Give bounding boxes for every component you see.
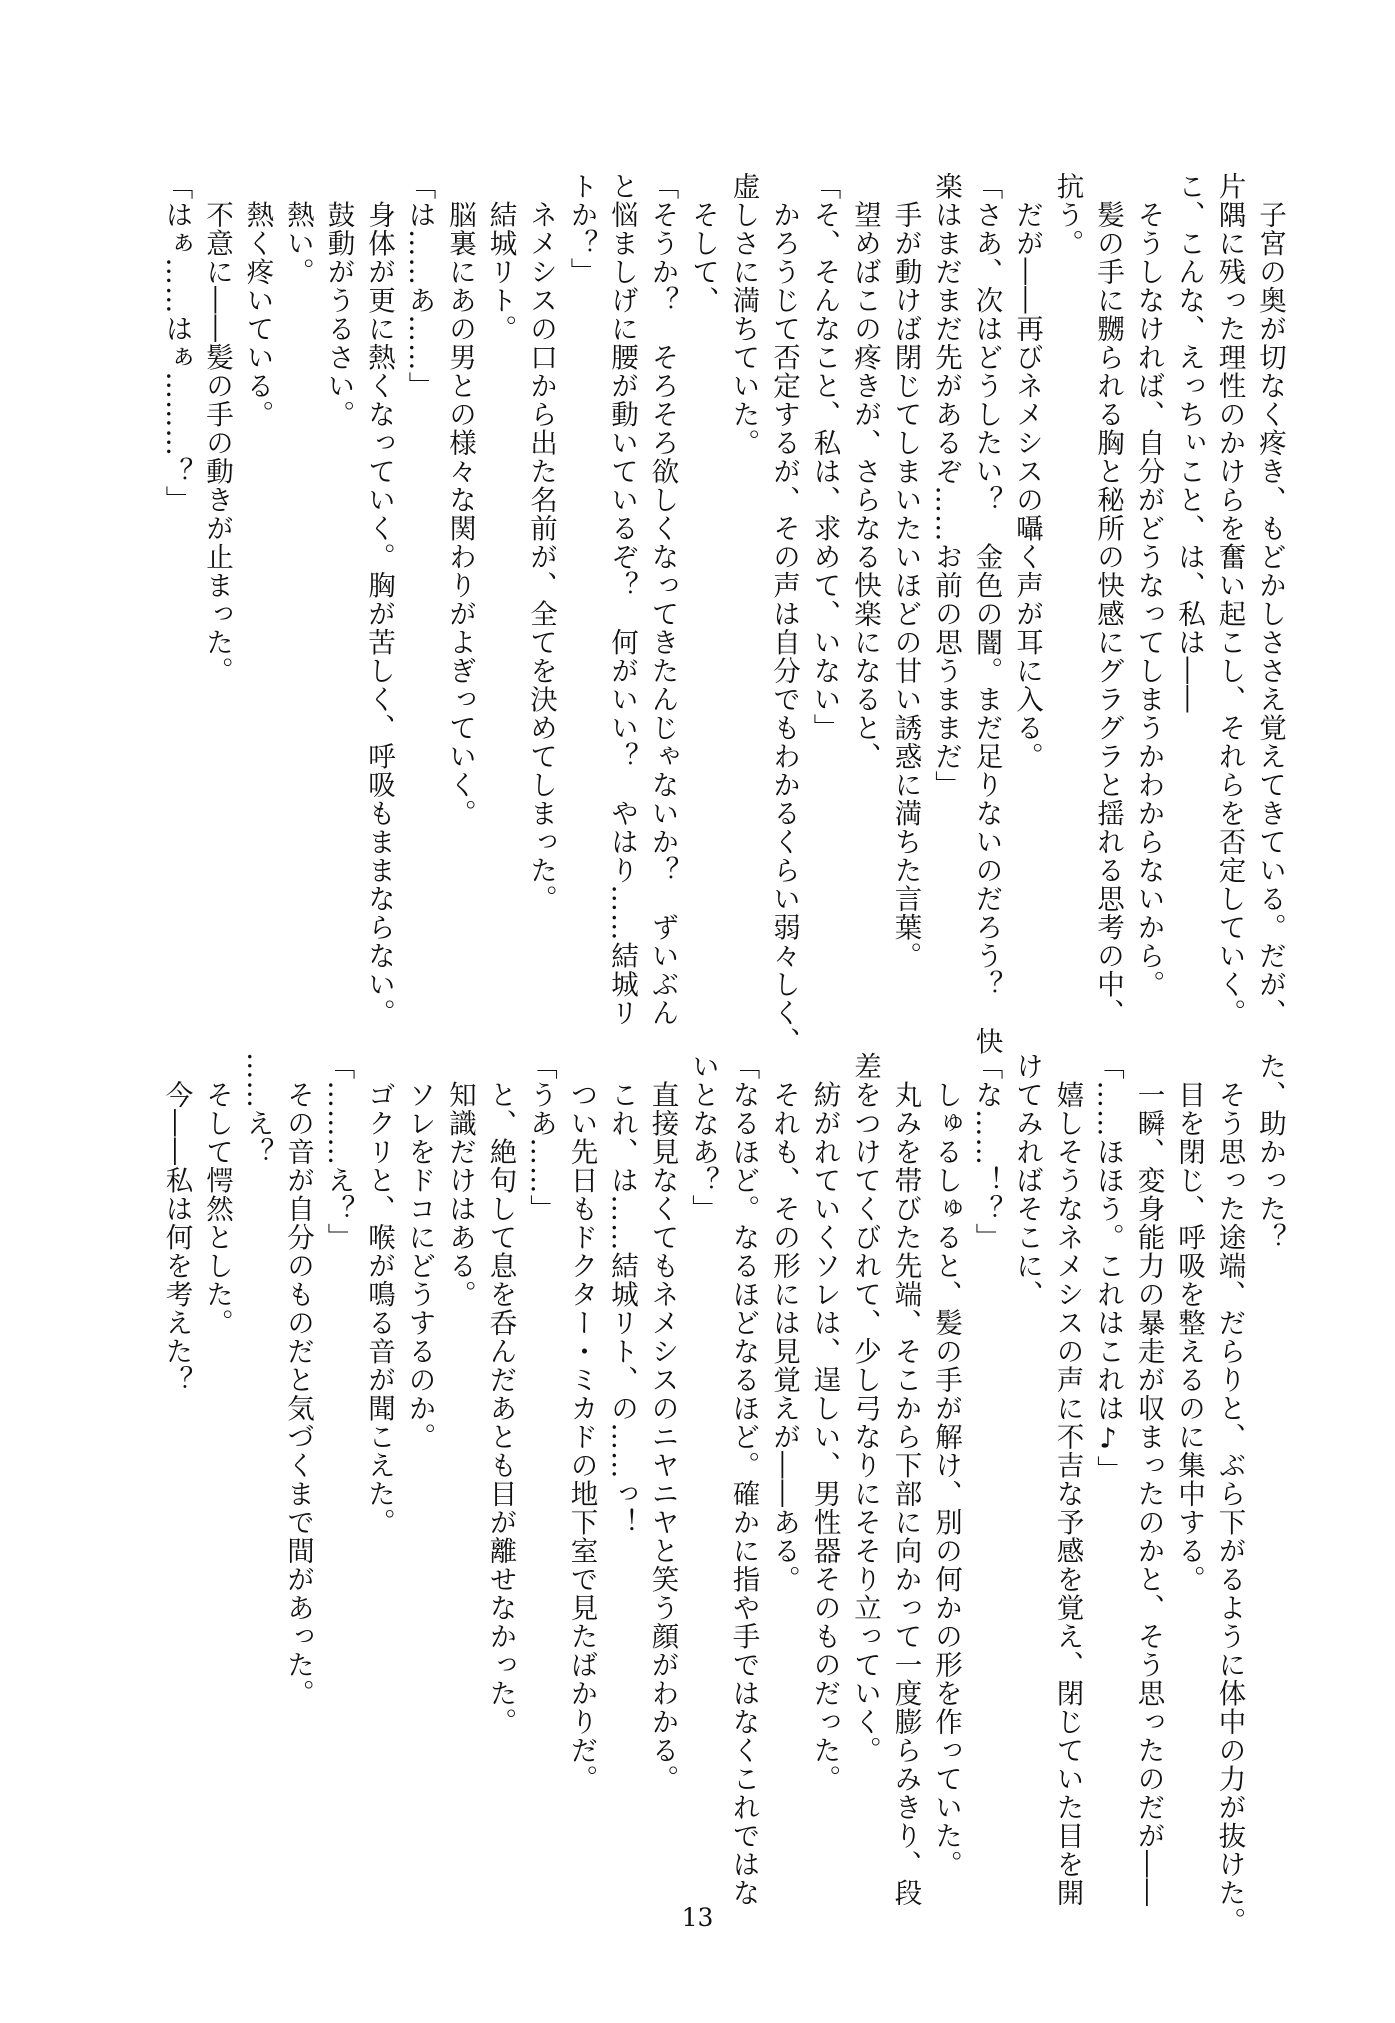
text-line: それも、その形には見覚えが――ある。	[768, 1052, 800, 1594]
text-line: 差をつけてくびれて、少し弓なりにそそり立っていく。	[849, 1052, 881, 1765]
text-block-top	[156, 172, 1290, 1056]
text-line: そして、	[687, 172, 719, 315]
text-line: その音が自分のものだと気づくまで間があった。	[282, 1052, 314, 1708]
text-line: ゴクリと、喉が鳴る音が聞こえた。	[363, 1052, 395, 1537]
text-line: と悩ましげに腰が動いているぞ？ 何がいい？ やはり……結城リ	[606, 172, 638, 1027]
text-line: た、助かった？	[1254, 1052, 1286, 1252]
text-line: けてみればそこに、	[1011, 1052, 1043, 1309]
text-line: 結城リト。	[484, 172, 517, 343]
text-line: 一瞬、変身能力の暴走が収まったのかと、そう思ったのだが――	[1132, 1052, 1165, 1907]
text-line: そうしなければ、自分がどうなってしまうかわからないから。	[1132, 172, 1165, 999]
text-line: 身体が更に熱くなっていく。胸が苦しく、呼吸もままならない。	[363, 172, 395, 1027]
text-line: 抗う。	[1051, 172, 1084, 258]
text-line: かろうじて否定するが、その声は自分でもわかるくらい弱々しく、	[768, 172, 800, 1056]
text-line: 髪の手に嬲られる胸と秘所の快感にグラグラと揺れる思考の中、	[1092, 172, 1124, 1027]
text-line: 「そ、そんなこと、私は、求めて、いない」	[808, 172, 841, 742]
text-line: 紡がれていくソレは、逞しい、男性器そのものだった。	[808, 1052, 841, 1793]
text-line: 「はぁ……はぁ………？」	[160, 172, 193, 514]
text-line: 脳裏にあの男との様々な関わりがよぎっていく。	[444, 172, 476, 828]
text-line: 「なるほど。なるほどなるほど。確かに指や手ではなくこれではな	[727, 1052, 760, 1907]
text-line: 熱く疼いている。	[241, 172, 274, 429]
text-line: と、絶句して息を呑んだあとも目が離せなかった。	[484, 1052, 517, 1736]
text-line: これ、は……結城リト、の……っ！	[606, 1052, 638, 1537]
text-line: だが――再びネメシスの囁く声が耳に入る。	[1011, 172, 1043, 771]
text-line: 「うあ……」	[525, 1052, 557, 1223]
text-line: 知識だけはある。	[444, 1052, 476, 1309]
text-line: そして愕然とした。	[201, 1052, 233, 1337]
text-line: つい先日もドクター・ミカドの地下室で見たばかりだ。	[565, 1052, 598, 1793]
text-line: しゅるしゅると、髪の手が解け、別の何かの形を作っていた。	[930, 1052, 962, 1879]
text-line: 虚しさに満ちていた。	[727, 172, 760, 457]
text-line: トか？」	[565, 172, 598, 286]
text-line: 鼓動がうるさい。	[322, 172, 355, 429]
text-line: 「……ほほう。これはこれは♪」	[1092, 1052, 1124, 1484]
text-line: ネメシスの口から出た名前が、全てを決めてしまった。	[525, 172, 557, 913]
text-line: ……え？	[241, 1052, 274, 1166]
text-line: ソレをドコにどうするのか。	[403, 1052, 436, 1451]
text-line: 直接見なくてもネメシスのニヤニヤと笑う顔がわかる。	[646, 1052, 679, 1793]
text-line: 「………え？」	[322, 1052, 355, 1252]
text-line: いとなあ？」	[687, 1052, 719, 1223]
text-line: 丸みを帯びた先端、そこから下部に向かって一度膨らみきり、段	[889, 1052, 922, 1907]
text-line: 望めばこの疼きが、さらなる快楽になると、	[849, 172, 881, 771]
text-line: 手が動けば閉じてしまいたいほどの甘い誘惑に満ちた言葉。	[889, 172, 922, 970]
text-line: 「さあ、次はどうしたい？ 金色の闇。まだ足りないのだろう？ 快	[970, 172, 1003, 1056]
text-line: 「は……あ……」	[403, 172, 436, 400]
text-line: 嬉しそうなネメシスの声に不吉な予感を覚え、閉じていた目を開	[1051, 1052, 1084, 1907]
page-number: 13	[681, 1903, 714, 1932]
text-line: 今――私は何を考えた？	[160, 1052, 193, 1394]
text-line: 子宮の奥が切なく疼き、もどかしささえ覚えてきている。だが、	[1254, 172, 1286, 1027]
text-line: 目を閉じ、呼吸を整えるのに集中する。	[1173, 1052, 1205, 1594]
text-line: 「な……！？」	[970, 1052, 1003, 1252]
text-line: 不意に――髪の手の動きが止まった。	[201, 172, 233, 685]
text-line: そう思った途端、だらりと、ぶら下がるように体中の力が抜けた。	[1213, 1052, 1246, 1936]
text-line: 片隅に残った理性のかけらを奮い起こし、それらを否定していく。	[1213, 172, 1246, 1027]
text-line: 「そうか？ そろそろ欲しくなってきたんじゃないか？ ずいぶん	[646, 172, 679, 1027]
text-line: こ、こんな、えっちぃこと、は、私は――	[1173, 172, 1205, 714]
text-line: 楽はまだまだ先があるぞ……お前の思うままだ」	[930, 172, 962, 799]
text-line: 熱い。	[282, 172, 314, 286]
